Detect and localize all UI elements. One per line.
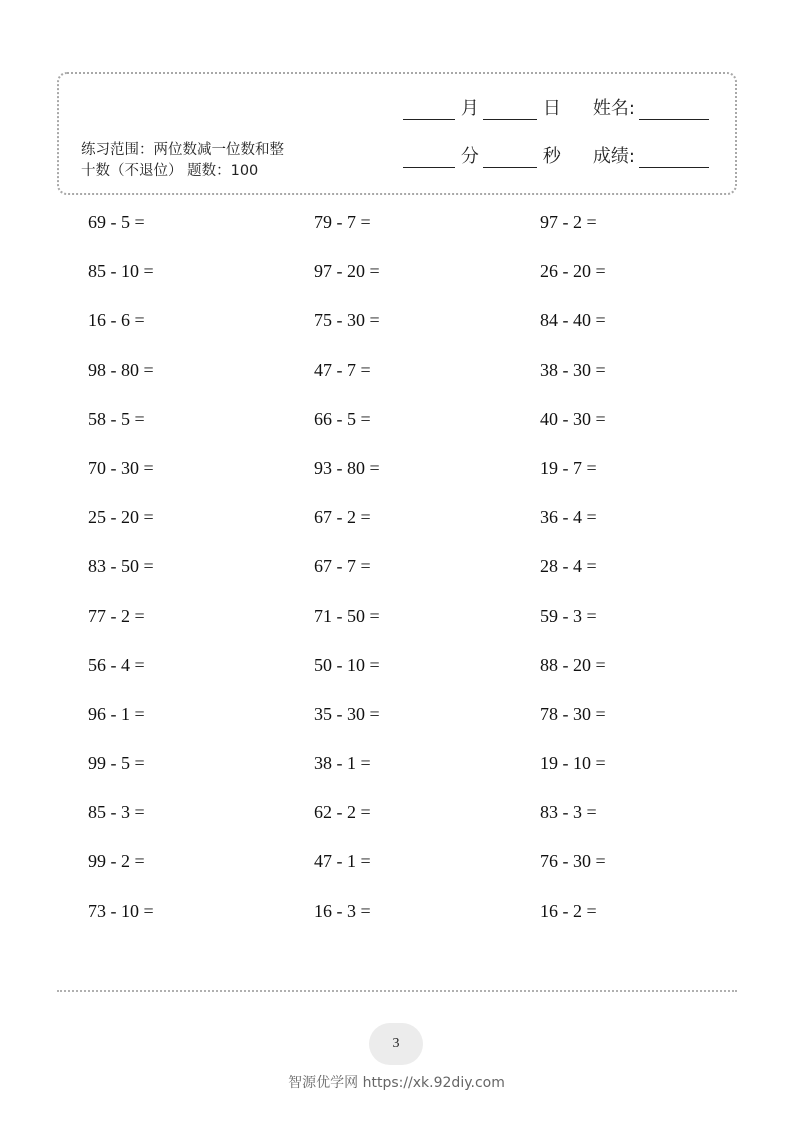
problem-item: 16 - 2 =: [540, 900, 597, 921]
problem-item: 97 - 20 =: [314, 261, 380, 282]
month-label: 月: [460, 98, 479, 119]
problem-item: 97 - 2 =: [540, 212, 597, 232]
problem-item: 88 - 20 =: [540, 654, 606, 675]
problem-item: 66 - 5 =: [314, 408, 371, 429]
problem-item: 26 - 20 =: [540, 261, 606, 282]
problem-item: 62 - 2 =: [314, 802, 371, 823]
score-label: 成绩:: [592, 146, 635, 167]
problem-item: 59 - 3 =: [540, 605, 597, 626]
footer-source: 智源优学网 https://xk.92diy.com: [288, 1075, 505, 1091]
practice-range: [81, 140, 331, 182]
problem-item: 83 - 50 =: [88, 556, 154, 577]
problem-item: 96 - 1 =: [88, 703, 145, 724]
range-line-2: 十数（不退位） 题数：100: [81, 163, 259, 179]
problem-item: 99 - 2 =: [88, 851, 145, 872]
dotted-divider: [57, 990, 737, 992]
problem-item: 99 - 5 =: [88, 753, 145, 774]
problem-item: 84 - 40 =: [540, 310, 606, 331]
problem-item: 69 - 5 =: [88, 212, 145, 232]
problem-item: 35 - 30 =: [314, 703, 380, 724]
second-blank[interactable]: [483, 147, 537, 168]
problem-item: 50 - 10 =: [314, 654, 380, 675]
problem-item: 47 - 1 =: [314, 851, 371, 872]
time-score-row: [403, 146, 709, 168]
minute-label: 分: [460, 146, 479, 167]
name-label: 姓名:: [592, 98, 635, 119]
problem-item: 67 - 7 =: [314, 556, 371, 577]
second-label: 秒: [542, 146, 561, 167]
problem-item: 40 - 30 =: [540, 408, 606, 429]
minute-blank[interactable]: [403, 147, 455, 168]
date-name-row: [403, 98, 709, 120]
problem-item: 83 - 3 =: [540, 802, 597, 823]
problem-item: 76 - 30 =: [540, 851, 606, 872]
problem-item: 58 - 5 =: [88, 408, 145, 429]
problem-item: 56 - 4 =: [88, 654, 145, 675]
problem-item: 67 - 2 =: [314, 507, 371, 528]
problem-item: 38 - 1 =: [314, 753, 371, 774]
problem-item: 36 - 4 =: [540, 507, 597, 528]
day-blank[interactable]: [483, 99, 537, 120]
problem-item: 71 - 50 =: [314, 605, 380, 626]
problem-item: 70 - 30 =: [88, 457, 154, 478]
problem-item: 16 - 6 =: [88, 310, 145, 331]
problem-item: 77 - 2 =: [88, 605, 145, 626]
problem-grid: [88, 210, 740, 948]
problem-item: 38 - 30 =: [540, 359, 606, 380]
problem-item: 47 - 7 =: [314, 359, 371, 380]
problem-item: 28 - 4 =: [540, 556, 597, 577]
problem-item: 25 - 20 =: [88, 507, 154, 528]
problem-item: 75 - 30 =: [314, 310, 380, 331]
problem-item: 98 - 80 =: [88, 359, 154, 380]
problem-item: 19 - 7 =: [540, 457, 597, 478]
problem-item: 93 - 80 =: [314, 457, 380, 478]
name-blank[interactable]: [639, 99, 709, 120]
problem-item: 78 - 30 =: [540, 703, 606, 724]
problem-item: 16 - 3 =: [314, 900, 371, 921]
score-blank[interactable]: [639, 147, 709, 168]
worksheet-header: [57, 72, 737, 195]
problem-item: 85 - 10 =: [88, 261, 154, 282]
problem-item: 85 - 3 =: [88, 802, 145, 823]
problem-item: 73 - 10 =: [88, 900, 154, 921]
problem-item: 19 - 10 =: [540, 753, 606, 774]
month-blank[interactable]: [403, 99, 455, 120]
day-label: 日: [542, 98, 561, 119]
problem-item: 79 - 7 =: [314, 212, 371, 232]
page-number: 3: [369, 1023, 423, 1065]
range-line-1: 练习范围：两位数减一位数和整: [81, 142, 284, 158]
